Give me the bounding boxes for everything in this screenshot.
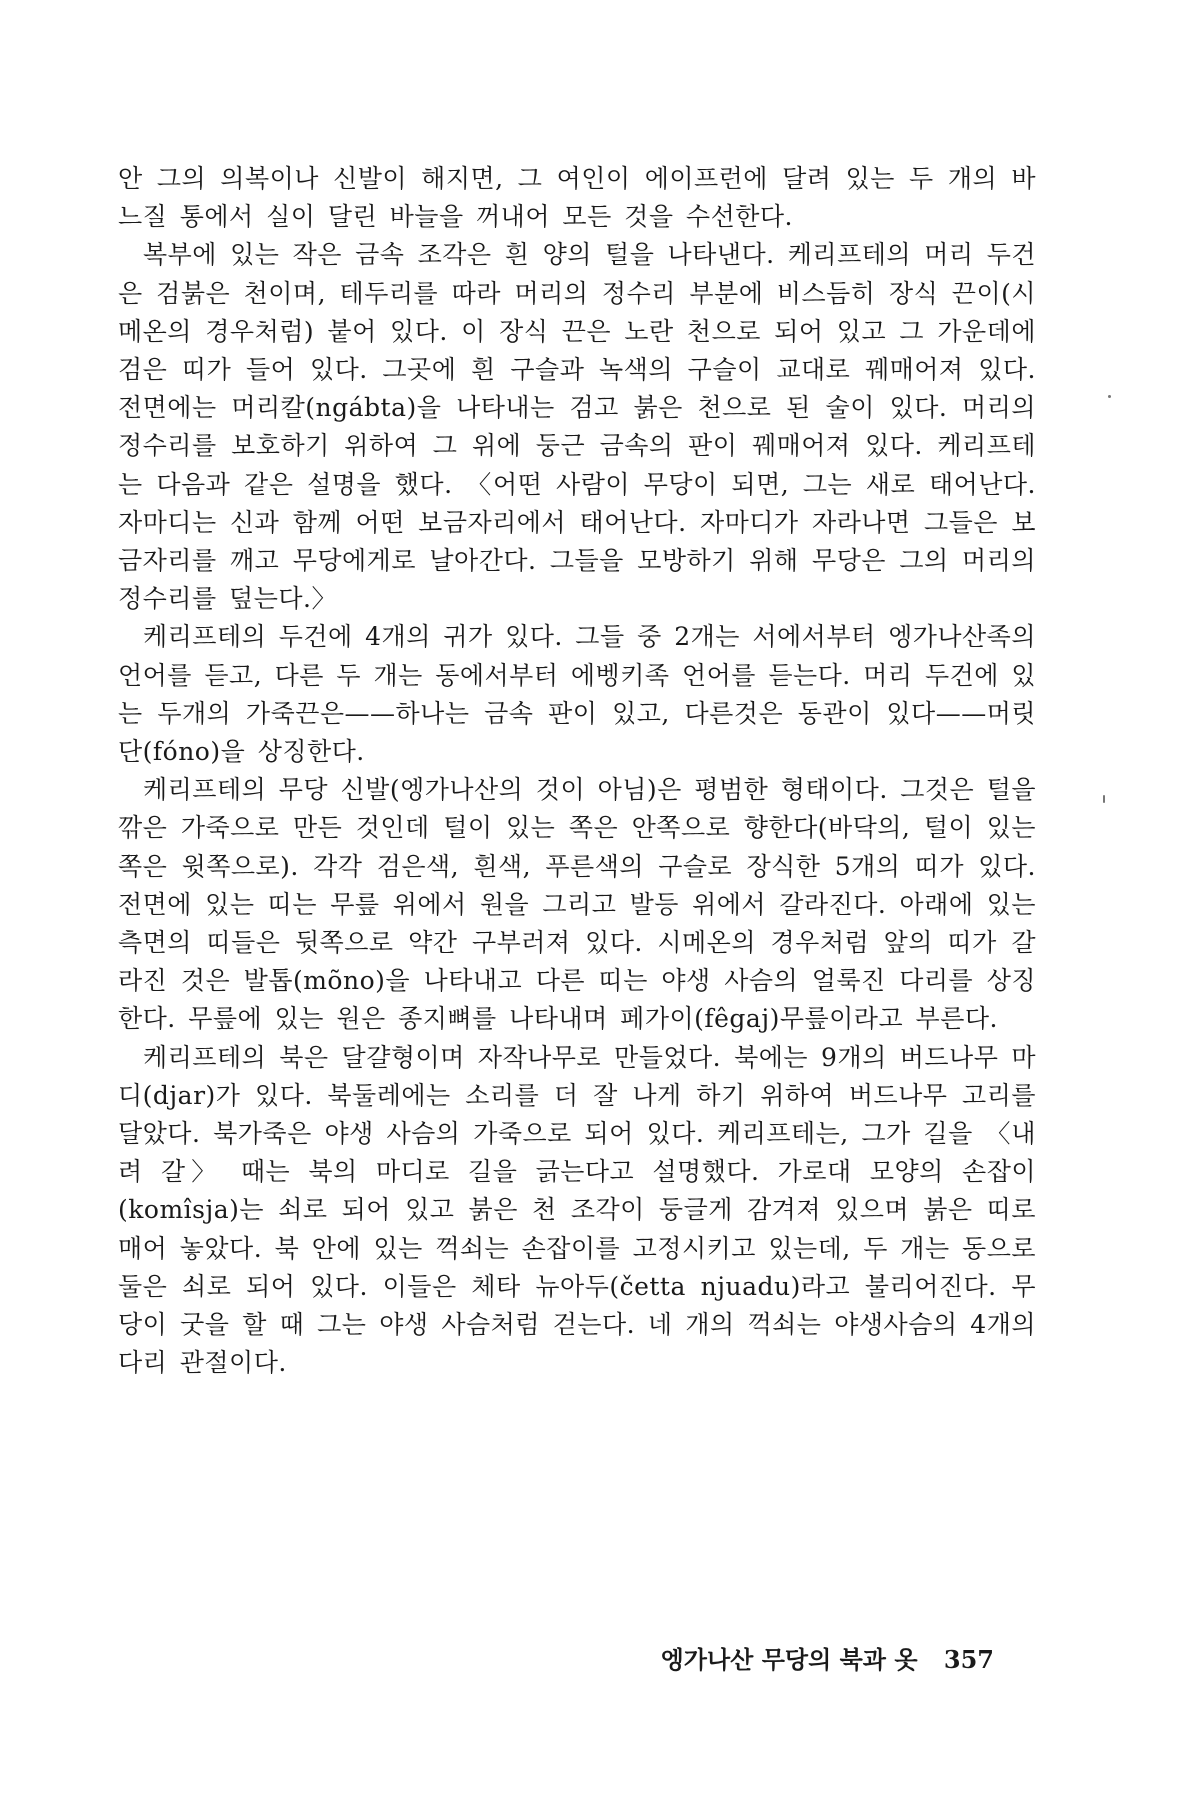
- paragraph-hood-ears: 케리프테의 두건에 4개의 귀가 있다. 그들 중 2개는 서에서부터 엥가나산족의 언어를 듣고, 다른 두 개는 동에서부터 에벵키족 언어를 듣는다. 머리 두건에 있는 두개의 가죽끈은——하나는 금속 판이 있고, 다른것은 동관이 있다——머릿단(fóno)을 상징한다.: [118, 622, 1036, 767]
- scan-speck: [1108, 395, 1111, 398]
- paragraph-headdress: 복부에 있는 작은 금속 조각은 흰 양의 털을 나타낸다. 케리프테의 머리 두건은 검붉은 천이며, 테두리를 따라 머리의 정수리 부분에 비스듬히 장식 끈이(시메온의 경우처럼) 붙어 있다. 이 장식 끈은 노란 천으로 되어 있고 그 가운데에 검은 띠가 들어 있다. 그곳에 흰 구슬과 녹색의 구슬이 교대로 꿰매어져 있다. 전면에는 머리칼(ngábta)을 나타내는 검고 붉은 천으로 된 술이 있다. 머리의 정수리를 보호하기 위하여 그 위에 둥근 금속의 판이 꿰매어져 있다. 케리프테는 다음과 같은 설명을 했다. 〈어떤 사람이 무당이 되면, 그는 새로 태어난다. 자마디는 신과 함께 어떤 보금자리에서 태어난다. 자마디가 자라나면 그들은 보금자리를 깨고 무당에게로 날아간다. 그들을 모방하기 위해 무당은 그의 머리의 정수리를 덮는다.〉: [118, 240, 1036, 614]
- scan-speck: [1103, 795, 1105, 803]
- page-body: [118, 160, 1036, 1660]
- page-footer: [661, 1640, 994, 1675]
- paragraph-shoes: 케리프테의 무당 신발(엥가나산의 것이 아님)은 평범한 형태이다. 그것은 털을 깎은 가죽으로 만든 것인데 털이 있는 쪽은 안쪽으로 향한다(바닥의, 털이 있는 쪽은 윗쪽으로). 각각 검은색, 흰색, 푸른색의 구슬로 장식한 5개의 띠가 있다. 전면에 있는 띠는 무릎 위에서 원을 그리고 발등 위에서 갈라진다. 아래에 있는 측면의 띠들은 뒷쪽으로 약간 구부러져 있다. 시메온의 경우처럼 앞의 띠가 갈라진 것은 발톱(mõno)을 나타내고 다른 띠는 야생 사슴의 얼룩진 다리를 상징한다. 무릎에 있는 원은 종지뼈를 나타내며 페가이(fêgaj)무릎이라고 부른다.: [118, 775, 1036, 1034]
- running-title: 엥가나산 무당의 북과 옷: [660, 1645, 918, 1674]
- paragraph-drum: 케리프테의 북은 달걀형이며 자작나무로 만들었다. 북에는 9개의 버드나무 마디(djar)가 있다. 북둘레에는 소리를 더 잘 나게 하기 위하여 버드나무 고리를 달았다. 북가죽은 야생 사슴의 가죽으로 되어 있다. 케리프테는, 그가 길을 〈내려 갈〉 때는 북의 마디로 길을 긁는다고 설명했다. 가로대 모양의 손잡이(komîsja)는 쇠로 되어 있고 붉은 천 조각이 둥글게 감겨져 있으며 붉은 띠로 매어 놓았다. 북 안에 있는 꺽쇠는 손잡이를 고정시키고 있는데, 두 개는 동으로 둘은 쇠로 되어 있다. 이들은 체타 뉴아두(četta njuadu)라고 불리어진다. 무당이 굿을 할 때 그는 야생 사슴처럼 걷는다. 네 개의 꺽쇠는 야생사슴의 4개의 다리 관절이다.: [118, 1042, 1036, 1378]
- paragraph-continuation: 안 그의 의복이나 신발이 해지면, 그 여인이 에이프런에 달려 있는 두 개의 바느질 통에서 실이 달린 바늘을 꺼내어 모든 것을 수선한다.: [118, 164, 1036, 232]
- page-number: 357: [943, 1645, 994, 1674]
